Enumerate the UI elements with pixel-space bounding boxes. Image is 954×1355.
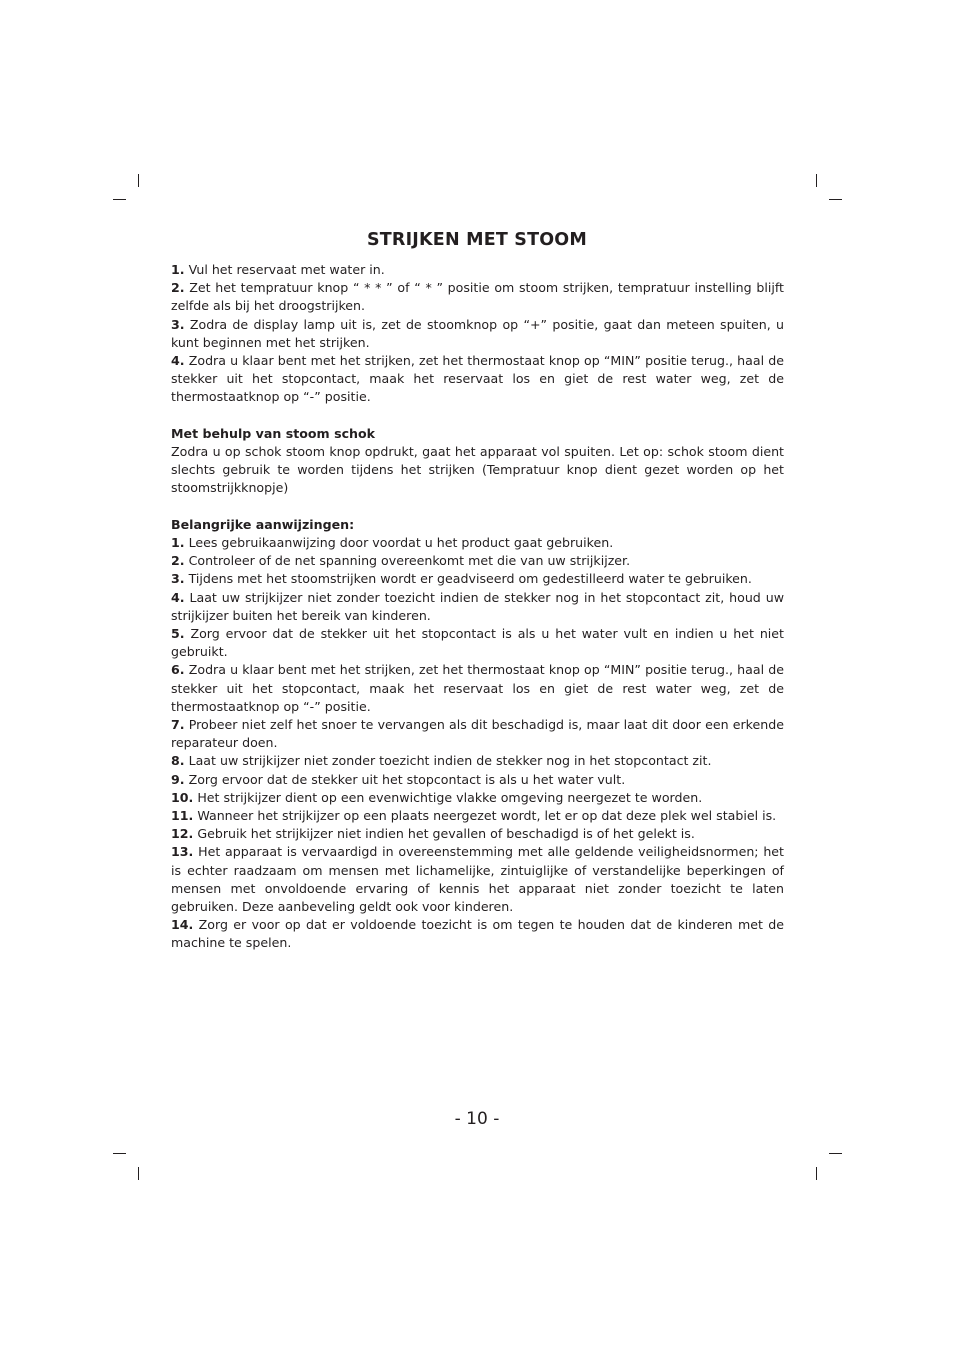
steam-shock-heading: Met behulp van stoom schok [171,425,376,441]
instruction-item: 4. Laat uw strijkijzer niet zonder toezicht indien de stekker nog in het stopcontact zit, houd uw strijkijzer buiten het bereik van kinderen. [171,589,784,623]
step-item: 2. Zet het tempratuur knop “ * * ” of “ * ” positie om stoom strijken, tempratuur instelling blijft zelfde als bij het droogstrijken. [171,280,784,314]
crop-mark-top-right-horizontal [829,199,842,200]
instruction-item: 12. Gebruik het strijkijzer niet indien het gevallen of beschadigd is of het gelekt is. [171,826,695,842]
crop-mark-bottom-right-horizontal [829,1153,842,1154]
spacer [171,498,784,516]
instruction-item: 11. Wanneer het strijkijzer op een plaats neergezet wordt, let er op dat deze plek wel stabiel is. [171,808,777,824]
steam-shock-text: Zodra u op schok stoom knop opdrukt, gaat het apparaat vol spuiten. Let op: schok stoom dient slechts gebruik te worden tijdens het strijken (Tempratuur knop dient gezet worden op het stoomstrijkknopje) [171,444,784,496]
crop-mark-top-right-vertical [816,174,817,187]
instructions-heading: Belangrijke aanwijzingen: [171,516,355,532]
instruction-item: 14. Zorg er voor op dat er voldoende toezicht is om tegen te houden dat de kinderen met de machine te spelen. [171,917,784,951]
spacer [171,407,784,425]
step-item: 4. Zodra u klaar bent met het strijken, zet het thermostaat knop op “MIN” positie terug., haal de stekker uit het stopcontact, maak het reservaat los en giet de rest water weg, zet de thermostaatknop op “-” positie. [171,353,784,405]
instruction-item: 13. Het apparaat is vervaardigd in overeenstemming met alle geldende veiligheidsnormen; het is echter raadzaam om mensen met lichamelijke, zintuiglijke of verstandelijke beperkingen of mensen met onvoldoende ervaring of kennis het apparaat niet zonder toezicht te laten gebruiken. Deze aanbeveling geldt ook voor kinderen. [171,844,784,915]
page-title: STRIJKEN MET STOOM [366,230,587,250]
crop-mark-bottom-left-vertical [138,1167,139,1180]
instruction-item: 7. Probeer niet zelf het snoer te vervangen als dit beschadigd is, maar laat dit door een erkende reparateur doen. [171,717,784,751]
step-item: 1. Vul het reservaat met water in. [171,262,385,277]
crop-mark-bottom-left-horizontal [113,1153,126,1154]
crop-mark-bottom-right-vertical [816,1167,817,1180]
crop-mark-top-left-vertical [138,174,139,187]
instruction-item: 6. Zodra u klaar bent met het strijken, zet het thermostaat knop op “MIN” positie terug., haal de stekker uit het stopcontact, maak het reservaat los en giet de rest water weg, zet de thermostaatknop op “-” positie. [171,662,784,714]
crop-mark-top-left-horizontal [113,199,126,200]
instruction-item: 8. Laat uw strijkijzer niet zonder toezicht indien de stekker nog in het stopcontact zit. [171,753,712,769]
document-body [171,261,784,953]
instruction-item: 9. Zorg ervoor dat de stekker uit het stopcontact is als u het water vult. [171,771,626,787]
step-item: 3. Zodra de display lamp uit is, zet de stoomknop op “+” positie, gaat dan meteen spuiten, u kunt beginnen met het strijken. [171,316,784,350]
instruction-item: 10. Het strijkijzer dient op een evenwichtige vlakke omgeving neergezet te worden. [171,789,703,805]
instruction-item: 3. Tijdens met het stoomstrijken wordt er geadviseerd om gedestilleerd water te gebruiken. [171,571,752,587]
instruction-item: 1. Lees gebruikaanwijzing door voordat u het product gaat gebruiken. [171,535,614,551]
page-number: - 10 - [454,1109,500,1129]
instruction-item: 5. Zorg ervoor dat de stekker uit het stopcontact is als u het water vult en indien u het niet gebruikt. [171,626,784,660]
instruction-item: 2. Controleer of de net spanning overeenkomt met die van uw strijkijzer. [171,553,631,569]
